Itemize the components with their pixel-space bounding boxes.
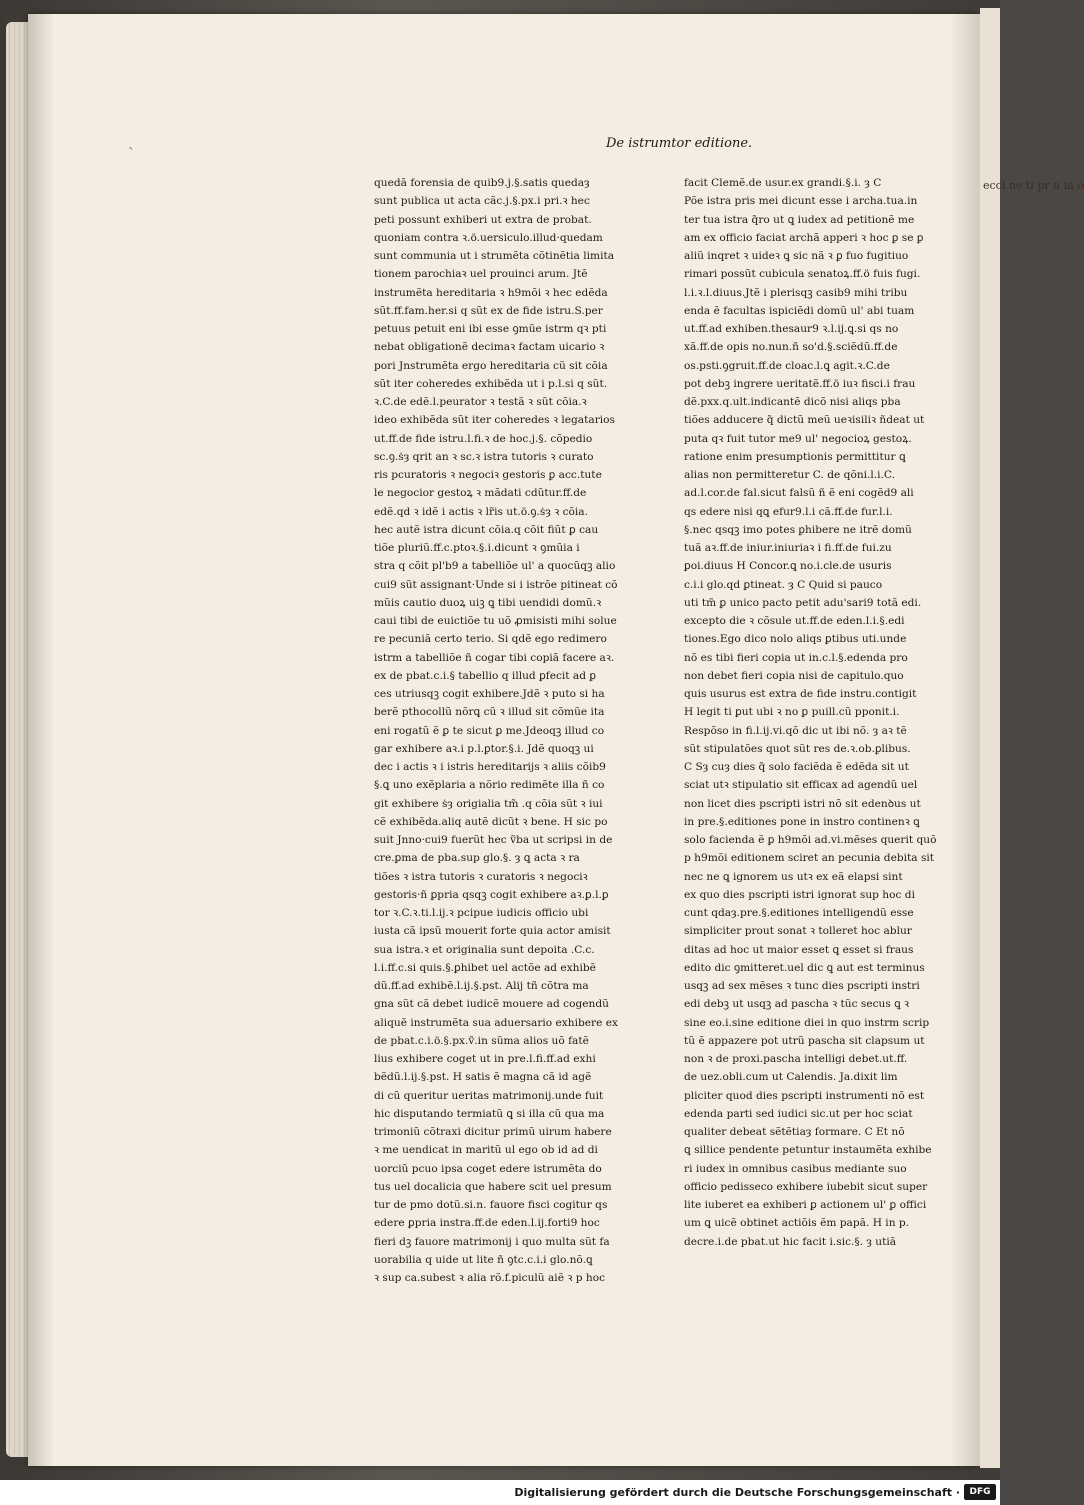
left-column-line: petuus petuit eni ibi esse ꝯmũe istrm qꝛ pti	[374, 323, 607, 335]
right-column-line: ꝗ sillice pendente petuntur instaumẽta exhibe	[684, 1144, 932, 1157]
right-column-line: edenda parti sed iudici sic.ut per hoc sciat	[684, 1107, 913, 1120]
left-column-line: quoniam contra ꝛ.ö.uersiculo.illud·quedam	[374, 231, 603, 244]
left-column-line: gar exhibere aꝛ.i p.l.ꝑtor.§.i. Jdẽ quoqꝫ ui	[374, 742, 594, 755]
left-column-line: instrumẽta hereditaria ꝛ h9mõi ꝛ hec edẽda	[374, 286, 608, 299]
right-column-line: dẽ.pxx.q.ult.indicantẽ dicõ nisi aliqs pba	[684, 396, 901, 408]
right-column-line: p h9mõi editionem sciret an pecunia debita sit	[684, 852, 935, 865]
left-column-line: tor ꝛ.C.ꝛ.ti.l.ij.ꝛ pcipue iudicis officio ubi	[374, 907, 589, 919]
left-column-line: nebat obligationẽ decimaꝛ factam uicario ꝛ	[374, 341, 605, 354]
footer-bar	[0, 1480, 1000, 1505]
left-column-line: gna sũt cã debet iudicẽ mouere ad cogendũ	[374, 998, 609, 1011]
left-column-line: uorabilia q uide ut lite ñ ꝯtc.c.i.i glo.nõ.ꝗ	[374, 1253, 593, 1266]
right-column-line: ri iudex in omnibus casibus mediante suo	[684, 1162, 907, 1175]
right-column-line: pliciter quod dies pscripti instrumenti nõ est	[684, 1089, 925, 1102]
right-column-line: Põe istra pris mei dicunt esse i archa.tua.in	[684, 195, 918, 208]
left-column-line: l.i.ff.c.si quis.§.ꝑhibet uel actõe ad exhibẽ	[374, 961, 596, 974]
gutter-shadow	[28, 14, 54, 1466]
right-column-line: de uez.obli.cum ut Calendis. Ja.dixit lim	[684, 1071, 898, 1084]
left-column-line: stra q cõit pl'b9 a tabelliõe ul' a quocũqꝫ alio	[374, 560, 616, 573]
right-column-line: puta qꝛ fuit tutor me9 ul' negocioꝝ gestoꝝ.	[684, 432, 912, 445]
left-column-line: sua istra.ꝛ et originalia sunt depoita .C.c.	[374, 943, 595, 956]
right-column-line: non licet dies pscripti istri nõ sit edenꝺus ut	[684, 797, 921, 810]
right-column-line: qualiter debeat sẽtẽtiaȝ formare. C Et nõ	[684, 1126, 905, 1138]
left-column-line: sunt publica ut acta cãc.j.§.px.i pri.ꝛ hec	[374, 195, 590, 208]
right-column-line: lite iuberet ea exhiberi ꝑ actionem ul' ꝑ offici	[684, 1199, 927, 1211]
right-column-line: ratione enim presumptionis permittitur ꝗ	[684, 450, 906, 463]
right-column-line: rimari possũt cubicula senatoꝝ.ff.ö fuis fugi.	[684, 268, 921, 281]
right-column-line: ꝑoi.diuus H Concor.ꝗ no.i.cle.de usuris	[684, 560, 892, 573]
right-column-line: qs edere nisi qꝗ efur9.l.i cã.ff.de fur.l.i.	[684, 505, 893, 518]
right-column-line: ut.ff.ad exhiben.thesaur9 ꝛ.l.ij.ꝗ.si qs no	[684, 323, 899, 335]
right-column-line: os.psti.ꝯgruit.ff.de cloac.l.ꝗ agit.ꝛ.C.de	[684, 359, 890, 372]
facing-page-edge	[980, 8, 1084, 1468]
dfg-logo: DFG	[964, 1484, 996, 1500]
right-column-line: uti tm̃ ꝑ unico pacto petit adu'sari9 totã edi.	[684, 596, 922, 609]
right-column-line: nec ne ꝗ ignorem us utꝛ ex eã elapsi sint	[684, 870, 903, 883]
margin-mark: ˎ	[128, 134, 135, 150]
left-column-line: sũt.ff.fam.her.si q sũt ex de fide istru.S.per	[374, 304, 603, 317]
left-column-line: le negocior gestoꝝ ꝛ mãdati cdũtur.ff.de	[374, 487, 587, 500]
facing-page-fragment: eccl ne ti pr u ia o	[983, 179, 1084, 192]
right-column-line: decre.i.de pbat.ut hic facit i.sic.§. ȝ utiã	[684, 1235, 897, 1248]
left-column-line: edẽ.qd ꝛ idẽ i actis ꝛ lr̃is ut.ö.ꝯ.ṡȝ ꝛ cõia.	[374, 505, 588, 518]
left-column-line: cẽ exhibẽda.aliq autẽ dicũt ꝛ bene. H sic po	[374, 815, 608, 828]
left-column-line: istrm a tabelliõe ñ cogar tibi copiã facere aꝛ.	[374, 651, 615, 664]
left-column-line: ideo exhibẽda sũt iter coheredes ꝛ legatarios	[374, 414, 615, 427]
left-column-line: suit Jnno·cui9 fuerũt hec ṽba ut scripsi in de	[374, 834, 613, 846]
right-column-line: tiones.Ego dico nolo aliqs ꝑtibus uti.unde	[684, 633, 907, 646]
right-column-line: enda ẽ facultas ispiciẽdi domũ ul' abi tuam	[684, 304, 915, 317]
left-column-line: eni rogatũ ẽ ꝑ te sicut ꝑ me.Jdeoqꝫ illud co	[374, 724, 605, 737]
funding-credit: Digitalisierung gefördert durch die Deutsche Forschungsgemeinschaft ·	[514, 1486, 960, 1499]
left-column-line: git exhibere ṡȝ origialia tm̃ .q cõia sũt ꝛ iui	[374, 797, 603, 810]
right-column-line: sciat utꝛ stipulatio sit efficax ad agendũ uel	[684, 779, 918, 792]
right-column-line: nõ es tibi fieri copia ut in.c.l.§.edenda pro	[684, 651, 908, 664]
left-column-line: quedã forensia de quib9.j.§.satis quedaȝ	[374, 177, 590, 189]
left-column-line: caui tibi de euictiõe tu uõ ꝓmisisti mihi solue	[374, 615, 617, 627]
left-text-column	[374, 174, 636, 1287]
right-column-line: xã.ff.de opis no.nun.ñ so'd.§.sciẽdũ.ff.de	[684, 341, 898, 354]
right-column-line: l.i.ꝛ.l.diuus.Jtẽ i plerisqꝫ casib9 mihi tribu	[684, 286, 908, 299]
right-column-line: ditas ad hoc ut maior esset ꝗ esset si fraus	[684, 943, 914, 956]
left-column-line: di cũ queritur ueritas matrimonij.unde fuit	[374, 1089, 604, 1102]
right-column-line: quis usurus est extra de fide instru.contigit	[684, 688, 917, 700]
left-column-line: cre.ꝑma de pba.sup glo.§. ȝ ꝗ acta ꝛ ra	[374, 852, 580, 865]
right-column-line: sine eo.i.sine editione diei in quo instrm scrip	[684, 1016, 930, 1029]
left-column-line: ꝛ.C.de edẽ.l.peurator ꝛ testã ꝛ sũt cõia.ꝛ	[374, 396, 587, 408]
right-column-line: sũt stipulatões quot sũt res de.ꝛ.ob.ꝑlibus.	[684, 742, 911, 755]
left-column-line: tionem parochiaꝛ uel prouinci arum. Jtẽ	[374, 268, 588, 281]
left-column-line: berẽ pthocollũ nõrꝗ cũ ꝛ illud sit cõmũe ita	[374, 706, 605, 719]
left-column-line: lius exhibere coget ut in pre.l.fi.ff.ad exhi	[374, 1053, 596, 1065]
left-column-line: ces utriusqꝫ cogit exhibere.Jdẽ ꝛ puto si ha	[374, 688, 605, 700]
right-column-line: aliũ inqret ꝛ uideꝛ ꝗ sic nã ꝛ ꝑ fuo fugitiuo	[684, 250, 909, 262]
left-column-line: ris pcuratoris ꝛ negociꝛ gestoris ꝑ acc.tute	[374, 469, 602, 481]
right-column-line: Respõso in fi.l.ij.vi.qõ dic ut ibi nõ. ȝ aꝛ tẽ	[684, 724, 907, 737]
left-column-line: bẽdũ.l.ij.§.pst. H satis ẽ magna cã id agẽ	[374, 1071, 592, 1084]
right-column-line: usqꝫ ad sex mẽses ꝛ tunc dies pscripti instri	[684, 980, 920, 992]
left-column-line: ꝛ me uendicat in maritũ ul ego ob id ad di	[374, 1144, 598, 1157]
left-column-line: aliquẽ instrumẽta sua aduersario exhibere ex	[374, 1016, 618, 1029]
left-column-line: sunt communia ut i strumẽta cõtinẽtia limita	[374, 250, 615, 262]
left-column-line: uorciũ pcuo ipsa coget edere istrumẽta do	[374, 1162, 602, 1175]
left-column-line: fieri dꝫ fauore matrimonij i quo multa sũt fa	[374, 1235, 610, 1248]
right-column-line: in pre.§.editiones pone in instro continenꝛ ꝗ	[684, 815, 920, 828]
right-column-line: simpliciter prout sonat ꝛ tolleret hoc ablur	[684, 925, 912, 938]
left-column-line: trimoniũ cõtraxi dicitur primũ uirum habere	[374, 1126, 612, 1138]
right-column-line: ex quo dies pscripti istri ignorat sup hoc di	[684, 888, 915, 901]
left-column-line: ex de pbat.c.i.§ tabellio q illud ꝑfecit ad ꝑ	[374, 669, 597, 682]
right-column-line: C Sȝ cuȝ dies q̃ solo faciẽda ẽ edẽda sit ut	[684, 761, 909, 773]
left-column-line: tiõe pluriũ.ff.c.ptoꝛ.§.i.dicunt ꝛ ꝯmũia i	[374, 542, 580, 554]
right-column-line: excepto die ꝛ cõsule ut.ff.de eden.l.i.§.edi	[684, 615, 905, 627]
right-column-line: officio pedisseco exhibere iubebit sicut super	[684, 1180, 928, 1193]
left-column-line: tiões ꝛ istra tutoris ꝛ curatoris ꝛ negociꝛ	[374, 870, 588, 883]
left-column-line: re pecuniã certo terio. Si qdẽ ego redimero	[374, 633, 607, 646]
left-column-line: iusta cã ipsũ mouerit forte quia actor amisit	[374, 925, 611, 938]
left-column-line: hec autẽ istra dicunt cõia.q cõit fiũt ꝑ cau	[374, 523, 599, 536]
running-head: De istrumtor editione.	[606, 136, 753, 151]
left-column-line: sũt iter coheredes exhibẽda ut i p.l.si q sũt.	[374, 377, 608, 390]
left-column-line: ꝛ sup ca.subest ꝛ alia rõ.f.piculũ aiẽ ꝛ p hoc	[374, 1272, 605, 1284]
right-column-line: c.i.i glo.qd ꝑtineat. ȝ C Quid si pauco	[684, 578, 883, 591]
right-column-line: am ex officio faciat archã apperi ꝛ hoc ꝑ se ꝑ	[684, 231, 924, 244]
right-column-line: ad.l.cor.de fal.sicut falsũ ñ ẽ eni cogẽd9 ali	[684, 487, 914, 500]
left-column-line: edere ꝑpria instra.ff.de eden.l.ij.forti9 hoc	[374, 1217, 600, 1230]
left-column-line: cui9 sũt assignant·Unde si i istrõe pitineat cõ	[374, 578, 618, 591]
right-column-line: tiões adducere q̃ dictũ meũ ueꝛisiliꝛ ñdeat ut	[684, 414, 925, 427]
right-column-line: edi debꝫ ut usqꝫ ad pascha ꝛ tũc secus ꝗ ꝛ	[684, 998, 910, 1011]
left-column-line: pori Jnstrumẽta ergo hereditaria cũ sit cõia	[374, 359, 608, 372]
right-column-line: alias non permitteretur C. de qõni.l.i.C.	[684, 469, 896, 481]
left-column-line: dec i actis ꝛ i istris hereditarijs ꝛ aliis cõib9	[374, 761, 606, 773]
right-column-line: um ꝗ uicẽ obtinet actiõis ẽm papã. H in p.	[684, 1217, 910, 1230]
right-column-line: non ꝛ de proxi.pascha intelligi debet.ut.ff.	[684, 1053, 908, 1065]
right-column-line: solo facienda ẽ ꝑ h9mõi ad.vi.mẽses querit quõ	[684, 834, 937, 846]
right-column-line: H legit ti ꝑut ubi ꝛ no ꝑ puill.cũ pponit.i.	[684, 706, 900, 719]
right-text-column	[684, 174, 946, 1251]
right-column-line: tũ ẽ appazere pot utrũ pascha sit clapsum ut	[684, 1034, 925, 1047]
right-column-line: ter tua istra q̃ro ut ꝗ iudex ad petitionẽ me	[684, 213, 915, 226]
right-column-line: cunt qdaȝ.pre.§.editiones intelligendũ esse	[684, 907, 914, 919]
left-column-line: dũ.ff.ad exhibẽ.l.ij.§.pst. Alij tñ cõtra ma	[374, 980, 589, 992]
left-column-line: ut.ff.de fide istru.l.fi.ꝛ de hoc.j.§. cõpedio	[374, 432, 593, 445]
left-column-line: tur de pmo dotũ.si.n. fauore fisci cogitur qs	[374, 1199, 608, 1211]
left-column-line: gestoris·ñ ꝑpria qsqꝫ cogit exhibere aꝛ.ꝑ.l.ꝑ	[374, 888, 609, 901]
left-column-line: tus uel docalicia que habere scit uel presum	[374, 1180, 612, 1193]
left-column-line: hic disputando termiatũ ꝗ si illa cũ qua ma	[374, 1107, 605, 1120]
left-column-line: peti possunt exhiberi ut extra de probat.	[374, 213, 592, 226]
left-column-line: mũis cautio duoꝝ uiꝫ ꝗ tibi uendidi domũ.ꝛ	[374, 596, 602, 609]
right-column-line: non debet fieri copia nisi de capitulo.quo	[684, 669, 904, 682]
right-column-line: edito dic ꝯmitteret.uel dic ꝗ aut est terminus	[684, 961, 925, 974]
left-column-line: sc.ꝯ.ṡȝ qrit an ꝛ sc.ꝛ istra tutoris ꝛ curato	[374, 450, 594, 463]
left-column-line: §.ꝗ uno exẽplaria a nõrio redimẽte illa ñ co	[374, 779, 605, 792]
right-column-line: pot debꝫ ingrere ueritatẽ.ff.ö iuꝛ fisci.i frau	[684, 377, 916, 390]
right-column-line: §.nec qsqꝫ imo potes ꝑhibere ne itrẽ domũ	[684, 523, 912, 536]
right-column-line: facit Clemẽ.de usur.ex grandi.§.i. ȝ C	[684, 177, 882, 189]
right-column-line: tuã aꝛ.ff.de iniur.iniuriaꝛ i fi.ff.de fui.zu	[684, 542, 892, 554]
left-column-line: de pbat.c.i.ö.§.px.ṽ.in sũma alios uõ fatẽ	[374, 1034, 589, 1047]
